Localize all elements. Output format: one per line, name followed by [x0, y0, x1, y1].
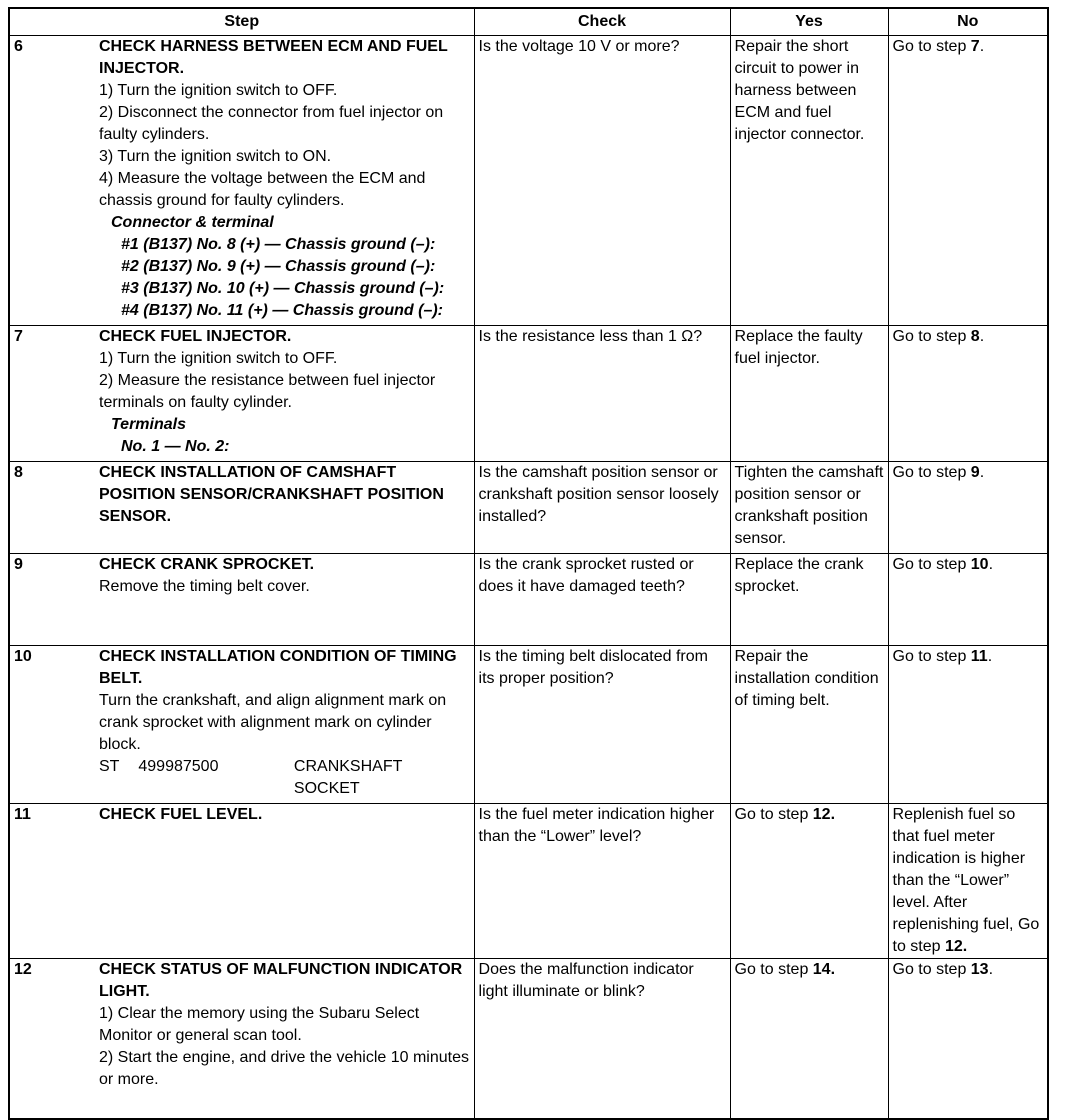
header-no: No: [888, 8, 1048, 36]
no-cell: [888, 36, 1048, 326]
no-text: Go to step: [892, 328, 971, 345]
no-text: Go to step: [892, 464, 971, 481]
header-check: Check: [474, 8, 730, 36]
step-title: CHECK HARNESS BETWEEN ECM AND FUEL INJECTOR.: [99, 38, 448, 77]
check-cell: Is the crank sprocket rusted or does it have damaged teeth?: [474, 554, 730, 646]
step-number: 11: [9, 804, 95, 959]
terminal-line: No. 1 — No. 2:: [121, 438, 230, 455]
header-row: [9, 8, 1048, 36]
yes-cell: [730, 959, 888, 1119]
header-yes: Yes: [730, 8, 888, 36]
yes-cell: [730, 804, 888, 959]
terminal-line: #3 (B137) No. 10 (+) — Chassis ground (–):: [121, 280, 445, 297]
yes-cell: Tighten the camshaft position sensor or crankshaft position sensor.: [730, 462, 888, 554]
step-line: 1) Turn the ignition switch to OFF.: [99, 350, 338, 367]
yes-text: Go to step: [734, 806, 813, 823]
no-end: .: [979, 38, 985, 55]
step-title: CHECK INSTALLATION CONDITION OF TIMING BELT.: [99, 648, 457, 687]
terminal-line: #1 (B137) No. 8 (+) — Chassis ground (–):: [121, 236, 436, 253]
step-title: CHECK INSTALLATION OF CAMSHAFT POSITION SENSOR/CRANKSHAFT POSITION SENSOR.: [99, 464, 444, 525]
step-line: 2) Measure the resistance between fuel injector terminals on faulty cylinder.: [99, 372, 436, 411]
step-number: 12: [9, 959, 95, 1119]
no-cell: [888, 326, 1048, 462]
step-cell: [95, 804, 474, 959]
table-row: [9, 959, 1048, 1119]
no-cell: [888, 804, 1048, 959]
no-text: Go to step: [892, 916, 1040, 955]
no-text: Go to step: [892, 961, 971, 978]
table-row: [9, 462, 1048, 554]
no-end: .: [988, 556, 994, 573]
check-cell: Is the fuel meter indication higher than the “Lower” level?: [474, 804, 730, 959]
yes-step-ref: 14: [812, 961, 831, 978]
step-cell: [95, 646, 474, 804]
step-line: Turn the crankshaft, and align alignment mark on crank sprocket with alignment mark on cylinder block.: [99, 692, 447, 753]
no-end: .: [962, 938, 968, 955]
step-line: 1) Turn the ignition switch to OFF.: [99, 82, 338, 99]
no-step-ref: 8: [970, 328, 980, 345]
step-line: 4) Measure the voltage between the ECM and chassis ground for faulty cylinders.: [99, 170, 426, 209]
check-cell: Is the camshaft position sensor or crankshaft position sensor loosely installed?: [474, 462, 730, 554]
yes-end: .: [830, 961, 836, 978]
no-step-ref: 10: [970, 556, 989, 573]
step-line: 1) Clear the memory using the Subaru Select Monitor or general scan tool.: [99, 1005, 420, 1044]
step-title: CHECK FUEL INJECTOR.: [99, 328, 292, 345]
check-cell: Does the malfunction indicator light illuminate or blink?: [474, 959, 730, 1119]
no-end: .: [987, 648, 993, 665]
step-line: 2) Start the engine, and drive the vehicle 10 minutes or more.: [99, 1049, 469, 1088]
header-step: Step: [9, 8, 474, 36]
step-line: 3) Turn the ignition switch to ON.: [99, 148, 332, 165]
yes-step-ref: 12: [812, 806, 831, 823]
table-row: [9, 326, 1048, 462]
no-cell: [888, 462, 1048, 554]
yes-cell: Replace the crank sprocket.: [730, 554, 888, 646]
yes-cell: Repair the short circuit to power in harness between ECM and fuel injector connector.: [730, 36, 888, 326]
no-cell: [888, 959, 1048, 1119]
special-tool: [99, 756, 470, 800]
no-pre: Replenish fuel so that fuel meter indication is higher than the “Lower” level. After replenishing fuel,: [892, 806, 1026, 933]
step-number: 6: [9, 36, 95, 326]
no-end: .: [979, 464, 985, 481]
yes-text: Go to step: [734, 961, 813, 978]
no-text: Go to step: [892, 38, 971, 55]
table-row: [9, 554, 1048, 646]
no-step-ref: 12: [945, 938, 963, 955]
step-line: Remove the timing belt cover.: [99, 578, 310, 595]
no-end: .: [988, 961, 994, 978]
no-cell: [888, 646, 1048, 804]
step-title: CHECK STATUS OF MALFUNCTION INDICATOR LIGHT.: [99, 961, 463, 1000]
step-cell: [95, 326, 474, 462]
diagnostic-table: [8, 7, 1049, 1120]
step-number: 7: [9, 326, 95, 462]
section-label: Connector & terminal: [111, 214, 274, 231]
step-line: 2) Disconnect the connector from fuel injector on faulty cylinders.: [99, 104, 444, 143]
table-row: [9, 646, 1048, 804]
yes-end: .: [830, 806, 836, 823]
step-title: CHECK FUEL LEVEL.: [99, 806, 263, 823]
step-number: 8: [9, 462, 95, 554]
no-step-ref: 11: [970, 648, 988, 665]
no-end: .: [979, 328, 985, 345]
check-cell: Is the voltage 10 V or more?: [474, 36, 730, 326]
section-label: Terminals: [111, 416, 186, 433]
no-step-ref: 13: [970, 961, 989, 978]
table-row: [9, 36, 1048, 326]
step-cell: [95, 959, 474, 1119]
terminal-line: #2 (B137) No. 9 (+) — Chassis ground (–):: [121, 258, 436, 275]
table-row: [9, 804, 1048, 959]
step-number: 9: [9, 554, 95, 646]
tool-number: 499987500: [138, 758, 219, 775]
step-cell: [95, 554, 474, 646]
yes-cell: Replace the faulty fuel injector.: [730, 326, 888, 462]
step-cell: [95, 462, 474, 554]
step-cell: [95, 36, 474, 326]
check-cell: Is the timing belt dislocated from its proper position?: [474, 646, 730, 804]
no-text: Go to step: [892, 648, 971, 665]
no-text: Go to step: [892, 556, 971, 573]
step-number: 10: [9, 646, 95, 804]
check-cell: Is the resistance less than 1 Ω?: [474, 326, 730, 462]
yes-cell: Repair the installation condition of timing belt.: [730, 646, 888, 804]
tool-prefix: ST: [99, 758, 120, 775]
terminal-line: #4 (B137) No. 11 (+) — Chassis ground (–):: [121, 302, 443, 319]
step-title: CHECK CRANK SPROCKET.: [99, 556, 315, 573]
tool-name: CRANKSHAFT SOCKET: [293, 758, 403, 797]
no-step-ref: 7: [970, 38, 980, 55]
no-step-ref: 9: [970, 464, 980, 481]
no-cell: [888, 554, 1048, 646]
